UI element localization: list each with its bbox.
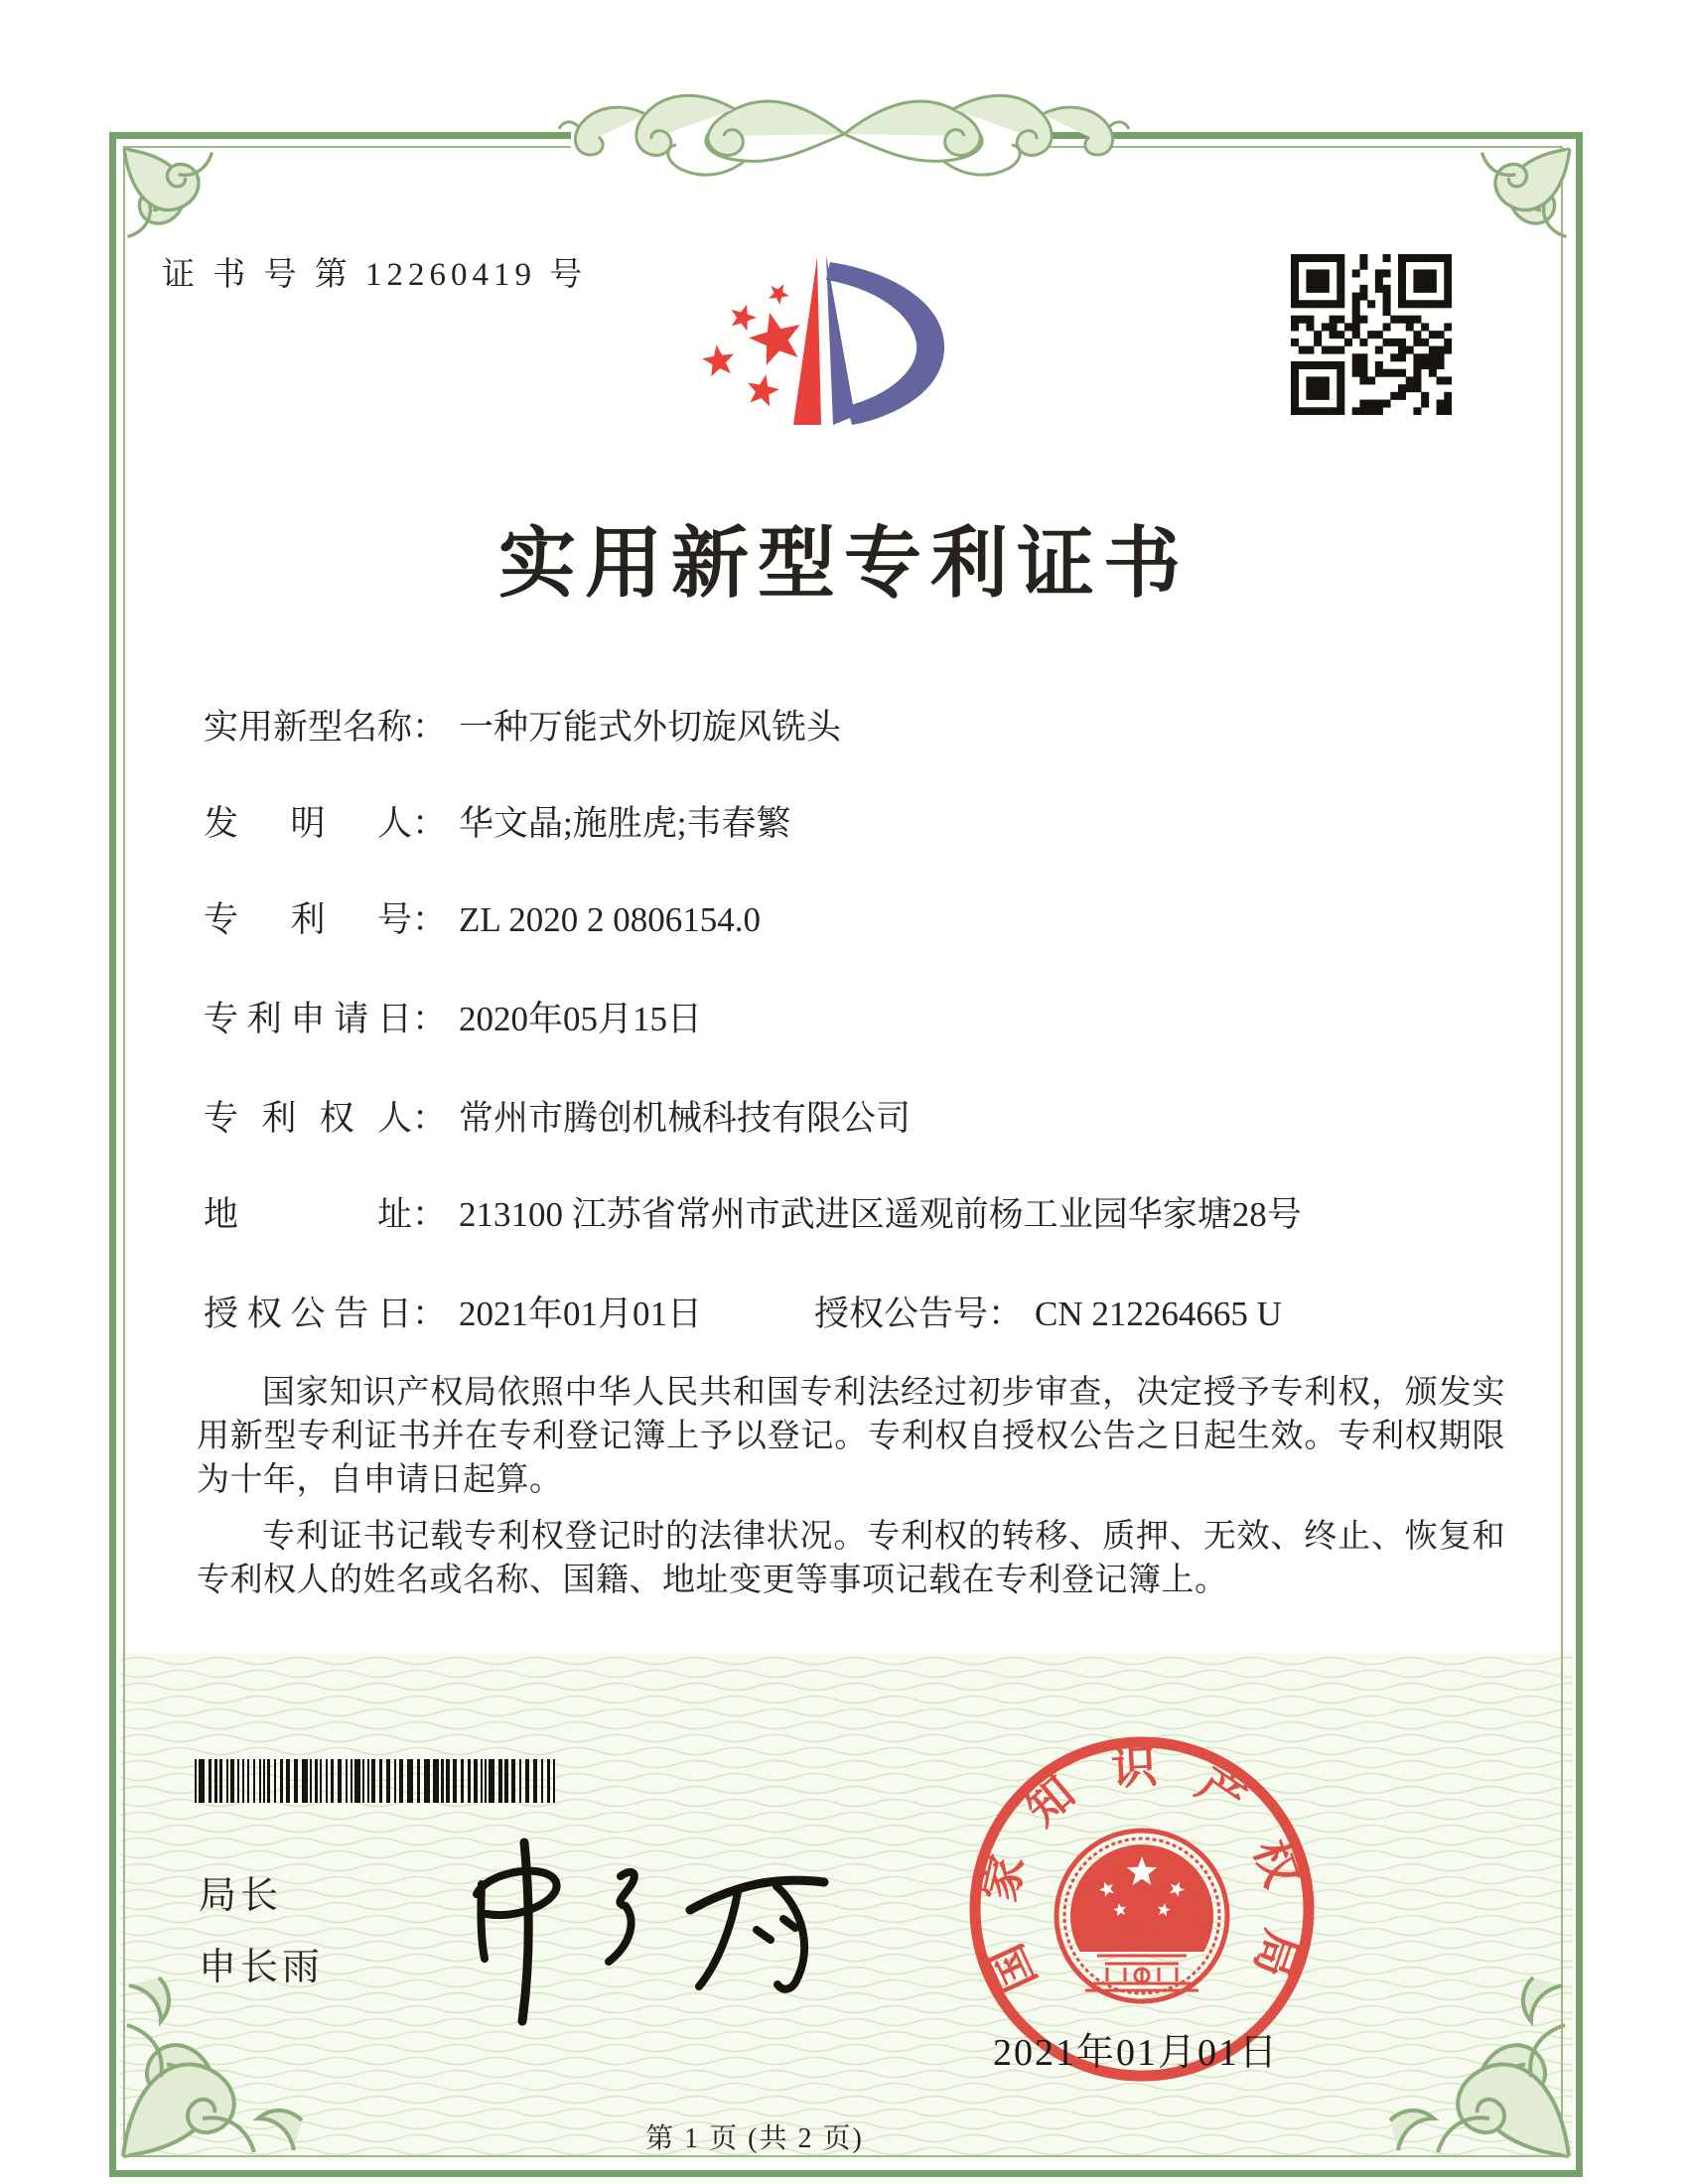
- barcode-bar: [555, 1759, 556, 1803]
- field-label: 实用新型名称: [204, 708, 413, 747]
- field-label: 专利号: [204, 900, 412, 939]
- field-label: 发明人: [204, 804, 412, 843]
- field-colon: ：: [412, 1295, 448, 1333]
- national-emblem-icon: [1056, 1831, 1227, 2001]
- field-value: 2021年01月01日: [459, 1295, 703, 1333]
- field-value: 华文晶;施胜虎;韦春繁: [459, 804, 791, 843]
- cnipa-logo-icon: [655, 210, 953, 444]
- field-label: 地址: [204, 1195, 412, 1234]
- field-colon: ：: [412, 900, 448, 939]
- field-colon: ：: [412, 1000, 448, 1038]
- legal-paragraphs: [197, 1371, 1505, 1615]
- field-colon: ：: [412, 1195, 448, 1234]
- field-colon: ：: [412, 1099, 448, 1138]
- certificate-number: 证 书 号 第 12260419 号: [162, 257, 588, 293]
- field-value: 213100 江苏省常州市武进区遥观前杨工业园华家塘28号: [459, 1195, 1302, 1234]
- field-row: [204, 992, 702, 1041]
- seal-date: 2021年01月01日: [993, 2032, 1280, 2074]
- field-colon: ：: [412, 708, 448, 747]
- logo-star: [732, 305, 757, 332]
- field-row: [204, 796, 790, 846]
- field-label: 专利申请日: [204, 1000, 412, 1038]
- field-row: [204, 700, 841, 750]
- barcode-icon: [195, 1759, 556, 1803]
- logo-star: [749, 313, 800, 365]
- legal-paragraph: 专利证书记载专利权登记时的法律状况。专利权的转移、质押、无效、终止、恢复和专利权人的姓名或名称、国籍、地址变更等事项记载在专利登记簿上。: [197, 1519, 1505, 1598]
- field-row: [204, 892, 761, 942]
- logo-star: [702, 344, 734, 376]
- field-row: [204, 1287, 1282, 1336]
- logo-star: [748, 374, 779, 406]
- page-number: 第 1 页 (共 2 页): [645, 2123, 864, 2154]
- certificate-title: 实用新型专利证书: [497, 520, 1190, 607]
- field-pair-2: [814, 1287, 1282, 1336]
- qr-code-icon: [1291, 254, 1452, 415]
- field-value: 常州市腾创机械科技有限公司: [459, 1099, 912, 1138]
- seal-ring-text: 国家知识产权局: [974, 1740, 1308, 1999]
- signer-title: 局长: [199, 1875, 283, 1917]
- signer-name: 申长雨: [199, 1947, 325, 1988]
- signature-icon: [447, 1825, 864, 2033]
- field-value: ZL 2020 2 0806154.0: [459, 900, 761, 939]
- field-label: 授权公告号：: [814, 1295, 1024, 1333]
- field-row: [204, 1187, 1302, 1237]
- field-value: 一种万能式外切旋风铣头: [459, 708, 842, 747]
- field-label: 专利权人: [204, 1099, 412, 1138]
- top-floral-ornament-icon: [551, 79, 1137, 189]
- field-value: 2020年05月15日: [459, 1000, 703, 1038]
- field-value: CN 212264665 U: [1035, 1295, 1282, 1333]
- field-row: [204, 1091, 911, 1141]
- logo-star: [769, 284, 789, 305]
- field-label: 授权公告日: [204, 1295, 412, 1333]
- legal-paragraph: 国家知识产权局依照中华人民共和国专利法经过初步审查，决定授予专利权，颁发实用新型专利证书并在专利登记簿上予以登记。专利权自授权公告之日起生效。专利权期限为十年，自申请日起算。: [197, 1375, 1505, 1498]
- field-colon: ：: [412, 804, 448, 843]
- corner-flourish-bottom-right-icon: [1329, 1916, 1577, 2164]
